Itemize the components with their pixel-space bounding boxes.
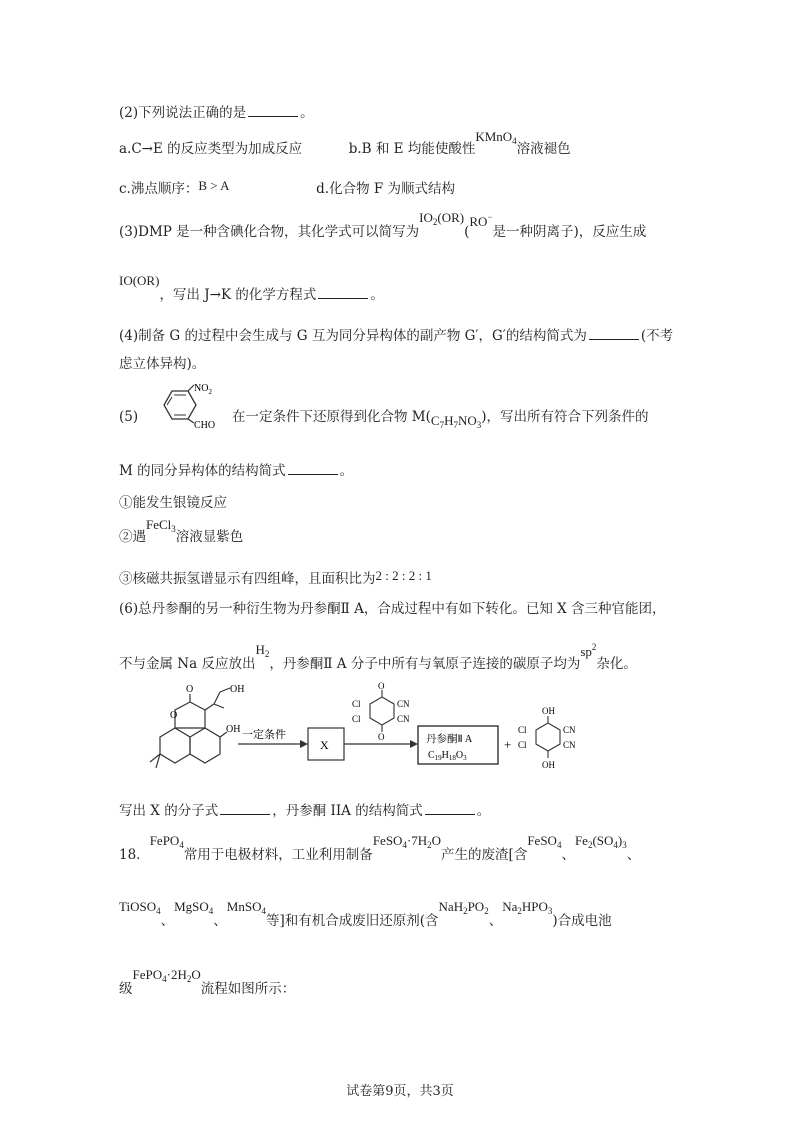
q6-answer-line: 写出 X 的分子式 ，丹参酮 IIA 的结构简式 。	[119, 803, 491, 819]
product-formula: $C_{19}H_{18}O_3$	[428, 750, 467, 762]
q2-options-ab	[119, 129, 571, 162]
ddqh2-cn-1: CN	[563, 725, 576, 735]
q5-line1: 在一定条件下还原得到化合物 $M(C_7H_7NO_3)$，写出所有符合下列条件的	[232, 409, 649, 430]
ddq-cl-2: Cl	[352, 714, 361, 724]
nitrobenzaldehyde-structure	[150, 383, 225, 433]
ddq-o-top: O	[378, 682, 385, 691]
ddq-cn-2: CN	[397, 714, 410, 724]
oh-label-2: OH	[226, 724, 241, 735]
q4-line1: (4)制备 G 的过程中会生成与 G 互为同分异构体的副产物 G′，G′的结构简式为 (不考	[119, 328, 674, 344]
q5-cond1: ①能发生银镜反应	[119, 495, 227, 511]
arrow-condition: 一定条件	[242, 729, 286, 741]
q18-line2: TiOSO$_4$、MgSO$_4$、MnSO$_4$等]和有机合成废旧还原剂(含$NaH_2PO_2$、$Na_2HPO_3$)合成电池	[119, 899, 612, 929]
q5-cond2: ②遇FeCl$_3$溶液显紫色	[119, 517, 244, 545]
q5-line2: M 的同分异构体的结构简式 。	[119, 463, 354, 479]
q3-line1: (3)DMP 是一种含碘化合物，其化学式可以简写为$IO_2(OR)(RO^-$是一种阴离子)，反应生成	[119, 210, 647, 240]
q5-cond3: ③核磁共振氢谱显示有四组峰，且面积比为2 : 2 : 2 : 1	[119, 568, 432, 587]
ddqh2-oh-top: OH	[542, 706, 555, 716]
ddq-cl-1: Cl	[352, 699, 361, 709]
q6-line2: 不与金属 Na 反应放出$H_2$，丹参酮Ⅱ A 分子中所有与氧原子连接的碳原子均为$sp^2$杂化。	[119, 642, 637, 672]
q3-line2: IO(OR)，写出 J→K 的化学方程式 。	[119, 273, 384, 303]
option-b: b.B 和 E 均能使酸性KMnO$_4$溶液褪色	[348, 129, 571, 157]
answer-blank[interactable]	[589, 327, 639, 340]
product-name: 丹参酮Ⅱ A	[426, 734, 473, 745]
ddq-cn-1: CN	[397, 699, 410, 709]
ddq-structure	[370, 690, 394, 732]
answer-blank[interactable]	[318, 286, 368, 299]
page-footer: 试卷第9页，共3页	[346, 1084, 454, 1099]
option-d: d.化合物 F 为顺式结构	[316, 181, 456, 197]
q4-line2: 虑立体异构)。	[119, 356, 206, 372]
q18-line3: 级$FePO_4\cdot 2H_2O$流程如图所示：	[119, 967, 296, 997]
o-label-1: O	[170, 710, 178, 721]
q2-prompt: (2)下列说法正确的是 。	[119, 105, 314, 121]
ddq-o-bottom: O	[378, 732, 385, 742]
starting-material	[150, 688, 230, 768]
option-c: c.沸点顺序：B > A	[119, 178, 230, 197]
answer-blank[interactable]	[288, 462, 338, 475]
ddqh2-cl-1: Cl	[518, 725, 527, 735]
ddqh2-cl-2: Cl	[518, 740, 527, 750]
no2-label: $NO_2$	[194, 383, 212, 396]
plus-sign: +	[504, 737, 512, 752]
oh-label-1: OH	[230, 684, 245, 695]
reaction-scheme	[130, 682, 600, 792]
x-label: X	[320, 738, 329, 752]
ddqh2-structure	[536, 716, 560, 758]
answer-blank[interactable]	[220, 802, 270, 815]
q5-num: (5)	[119, 409, 139, 425]
ddqh2-cn-2: CN	[563, 740, 576, 750]
cho-label: CHO	[194, 420, 216, 431]
answer-blank[interactable]	[425, 802, 475, 815]
q6-line1: (6)总丹参酮的另一种衍生物为丹参酮Ⅱ A，合成过程中有如下转化。已知 X 含三种官能团，	[119, 601, 666, 617]
option-a: a.C→E 的反应类型为加成反应	[119, 141, 303, 157]
q18-line1: 18．FePO$_4$常用于电极材料，工业利用制备$FeSO_4\cdot 7H_2O$产生的废渣[含FeSO$_4$、$Fe_2(SO_4)_3$、	[119, 833, 641, 863]
answer-blank[interactable]	[248, 104, 298, 117]
q2-options-cd	[119, 180, 455, 198]
ddqh2-oh-bottom: OH	[542, 760, 555, 770]
o-label-2: O	[186, 684, 194, 695]
